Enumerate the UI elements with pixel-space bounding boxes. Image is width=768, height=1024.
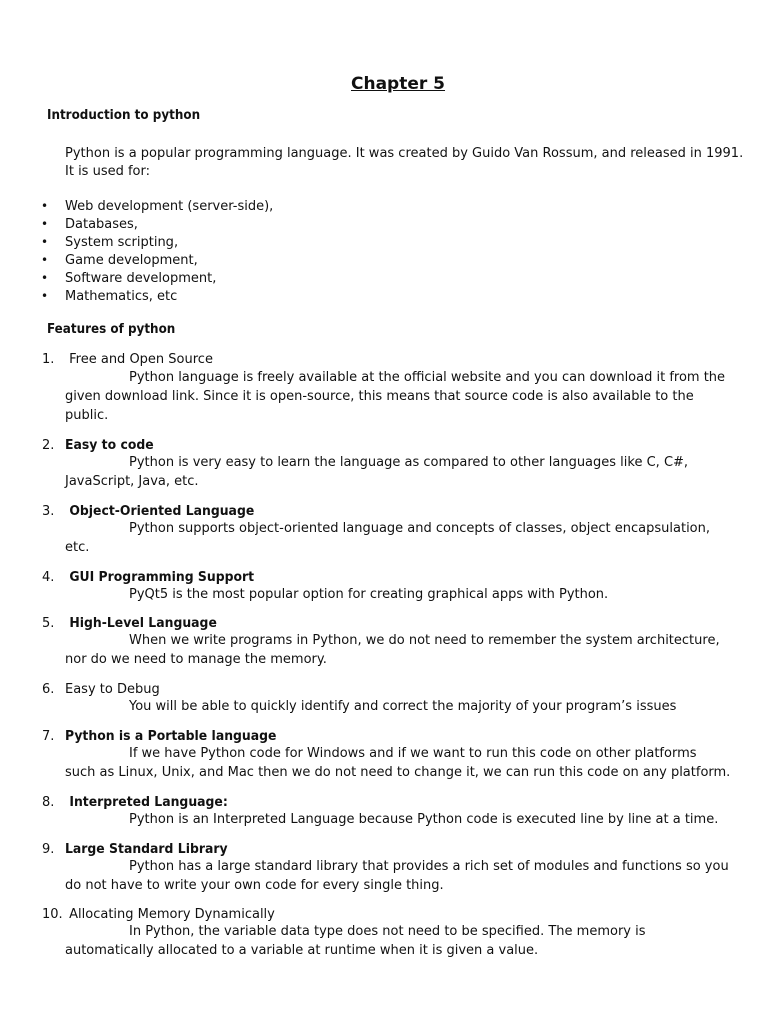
feature-description: JavaScript, Java, etc. (65, 474, 199, 489)
intro-paragraph: Python is a popular programming language. It was created by Guido Van Rossum, and released in 1991. (65, 146, 744, 161)
feature-number: 2. (42, 438, 55, 453)
feature-description: Python has a large standard library that provides a rich set of modules and functions so you (129, 859, 729, 874)
feature-number: 3. (42, 504, 55, 519)
feature-description: You will be able to quickly identify and correct the majority of your program’s issues (129, 699, 677, 714)
feature-description: Python is very easy to learn the language as compared to other languages like C, C#, (129, 455, 689, 470)
feature-description: such as Linux, Unix, and Mac then we do not need to change it, we can run this code on any platform. (65, 765, 731, 780)
feature-description: do not have to write your own code for every single thing. (65, 878, 444, 893)
feature-description: If we have Python code for Windows and if we want to run this code on other platforms (129, 746, 697, 761)
feature-description: PyQt5 is the most popular option for creating graphical apps with Python. (129, 587, 609, 602)
list-item: Databases, (65, 217, 138, 232)
bullet-icon: • (41, 289, 49, 303)
feature-description: etc. (65, 540, 90, 555)
feature-number: 8. (42, 795, 55, 810)
feature-description: public. (65, 408, 109, 423)
feature-number: 1. (42, 352, 55, 367)
feature-title: Interpreted Language: (65, 794, 228, 810)
feature-number: 7. (42, 729, 55, 744)
feature-description: nor do we need to manage the memory. (65, 652, 327, 667)
intro-paragraph-2: It is used for: (65, 164, 151, 179)
list-item: System scripting, (65, 235, 179, 250)
bullet-icon: • (41, 217, 49, 231)
feature-description: automatically allocated to a variable at runtime when it is given a value. (65, 943, 539, 958)
bullet-icon: • (41, 199, 49, 213)
feature-description: Python language is freely available at the official website and you can download it from the (129, 370, 726, 385)
list-item: Software development, (65, 271, 217, 286)
feature-title: Python is a Portable language (65, 728, 277, 744)
features-heading: Features of python (47, 322, 176, 337)
feature-description: Python is an Interpreted Language because Python code is executed line by line at a time. (129, 812, 719, 827)
feature-number: 6. (42, 682, 55, 697)
feature-number: 9. (42, 842, 55, 857)
feature-title: Large Standard Library (65, 841, 228, 857)
list-item: Web development (server-side), (65, 199, 274, 214)
feature-number: 10. (42, 907, 63, 922)
feature-description: given download link. Since it is open-source, this means that source code is also available to the (65, 389, 694, 404)
feature-title: Allocating Memory Dynamically (65, 907, 275, 922)
feature-title: Free and Open Source (65, 352, 213, 367)
feature-number: 4. (42, 570, 55, 585)
bullet-icon: • (41, 271, 49, 285)
intro-heading: Introduction to python (47, 108, 201, 123)
page-title: Chapter 5 (351, 74, 446, 94)
bullet-icon: • (41, 235, 49, 249)
feature-description: In Python, the variable data type does not need to be specified. The memory is (129, 924, 646, 939)
feature-title: GUI Programming Support (65, 569, 255, 585)
feature-title: Easy to Debug (65, 682, 160, 697)
feature-description: When we write programs in Python, we do not need to remember the system architecture, (129, 633, 720, 648)
feature-title: Object-Oriented Language (65, 503, 255, 519)
list-item: Game development, (65, 253, 198, 268)
feature-title: Easy to code (65, 437, 154, 453)
bullet-icon: • (41, 253, 49, 267)
list-item: Mathematics, etc (65, 289, 178, 304)
feature-title: High-Level Language (65, 615, 217, 631)
feature-description: Python supports object-oriented language and concepts of classes, object encapsulation, (129, 521, 711, 536)
feature-number: 5. (42, 616, 55, 631)
